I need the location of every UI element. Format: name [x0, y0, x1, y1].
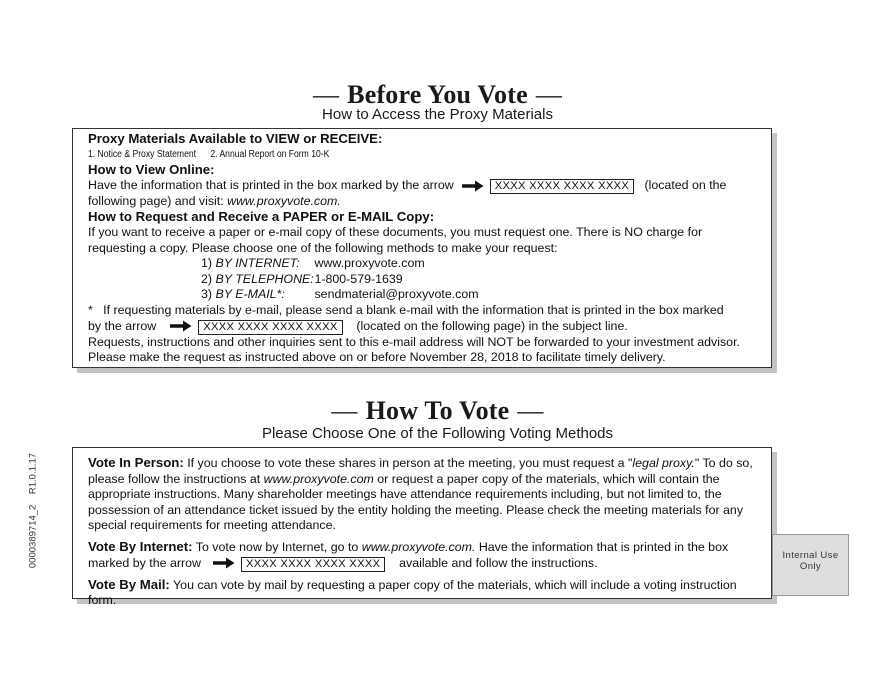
vote-by-mail: Vote By Mail: You can vote by mail by requesting a paper copy of the materials, which will include a voting instruction form. [88, 576, 737, 608]
view-online-line: Have the information that is printed in the box marked by the arrow XXXX XXXX XXXX XXXX (located on the [88, 177, 727, 192]
proxyvote-link[interactable]: www.proxyvote.com. [227, 193, 341, 208]
arrow-right-icon [462, 180, 484, 192]
view-online-line2: following page) and visit: www.proxyvote.com. [88, 193, 341, 208]
control-number-box: XXXX XXXX XXXX XXXX [490, 179, 634, 194]
document-code: 0000389714_2 R1.0.1.17 [27, 452, 39, 569]
internal-use-box: Internal Use Only [772, 534, 849, 596]
method-email: 3) BY E-MAIL*: sendmaterial@proxyvote.com [201, 287, 479, 302]
email-note-line2: by the arrow XXXX XXXX XXXX XXXX (located on the following page) in the subject line. [88, 318, 628, 333]
proxyvote-link[interactable]: www.proxyvote.com [263, 471, 374, 486]
request-heading: How to Request and Receive a PAPER or E-MAIL Copy: [88, 209, 435, 225]
request-text: If you want to receive a paper or e-mail copy of these documents, you must request one. There is NO charge for requesting a copy. Please choose one of the following methods to make your request: [88, 224, 703, 255]
before-you-vote-title: — Before You Vote — [312, 80, 563, 109]
arrow-right-icon [213, 557, 235, 569]
how-to-vote-title: — How To Vote — [331, 396, 544, 425]
access-subtitle: How to Access the Proxy Materials [322, 106, 553, 123]
vote-by-internet-line2: marked by the arrow XXXX XXXX XXXX XXXX available and follow the instructions. [88, 555, 598, 570]
control-number-box: XXXX XXXX XXXX XXXX [198, 320, 342, 335]
control-number-box: XXXX XXXX XXXX XXXX [241, 557, 385, 572]
footer-text: Requests, instructions and other inquiries sent to this e-mail address will NOT be forwarded to your investment advisor. Please make the request as instructed above on or before November 28, 2018 to facilitate timely delivery. [88, 334, 740, 365]
vote-in-person: Vote In Person: If you choose to vote these shares in person at the meeting, you must request a "legal proxy." To do so, please follow the instructions at www.proxyvote.com or request a paper copy of the materials, which will contain the appropriate instructions. Many shareholder meetings have attendance requirements including, but not limited to, the possession of an attendance ticket issued by the entity holding the meeting. Please check the meeting materials for any special requirements for meeting attendance. [88, 455, 753, 533]
email-note-line1: * If requesting materials by e-mail, please send a blank e-mail with the information that is printed in the box marked [88, 302, 724, 317]
proxy-materials-box [72, 128, 772, 368]
arrow-right-icon [170, 320, 192, 332]
materials-list: 1. Notice & Proxy Statement 2. Annual Report on Form 10-K [88, 148, 330, 160]
method-internet: 1) BY INTERNET: www.proxyvote.com [201, 256, 425, 271]
view-online-heading: How to View Online: [88, 162, 215, 178]
materials-heading: Proxy Materials Available to VIEW or RECEIVE: [88, 131, 383, 146]
proxyvote-link[interactable]: www.proxyvote.com. [361, 539, 476, 554]
voting-methods-subtitle: Please Choose One of the Following Voting Methods [261, 425, 614, 442]
method-telephone: 2) BY TELEPHONE:1-800-579-1639 [201, 271, 403, 286]
voting-methods-box [72, 447, 772, 608]
request-methods [201, 256, 759, 303]
vote-by-internet: Vote By Internet: To vote now by Internet, go to www.proxyvote.com. Have the information that is printed in the box [88, 538, 729, 554]
